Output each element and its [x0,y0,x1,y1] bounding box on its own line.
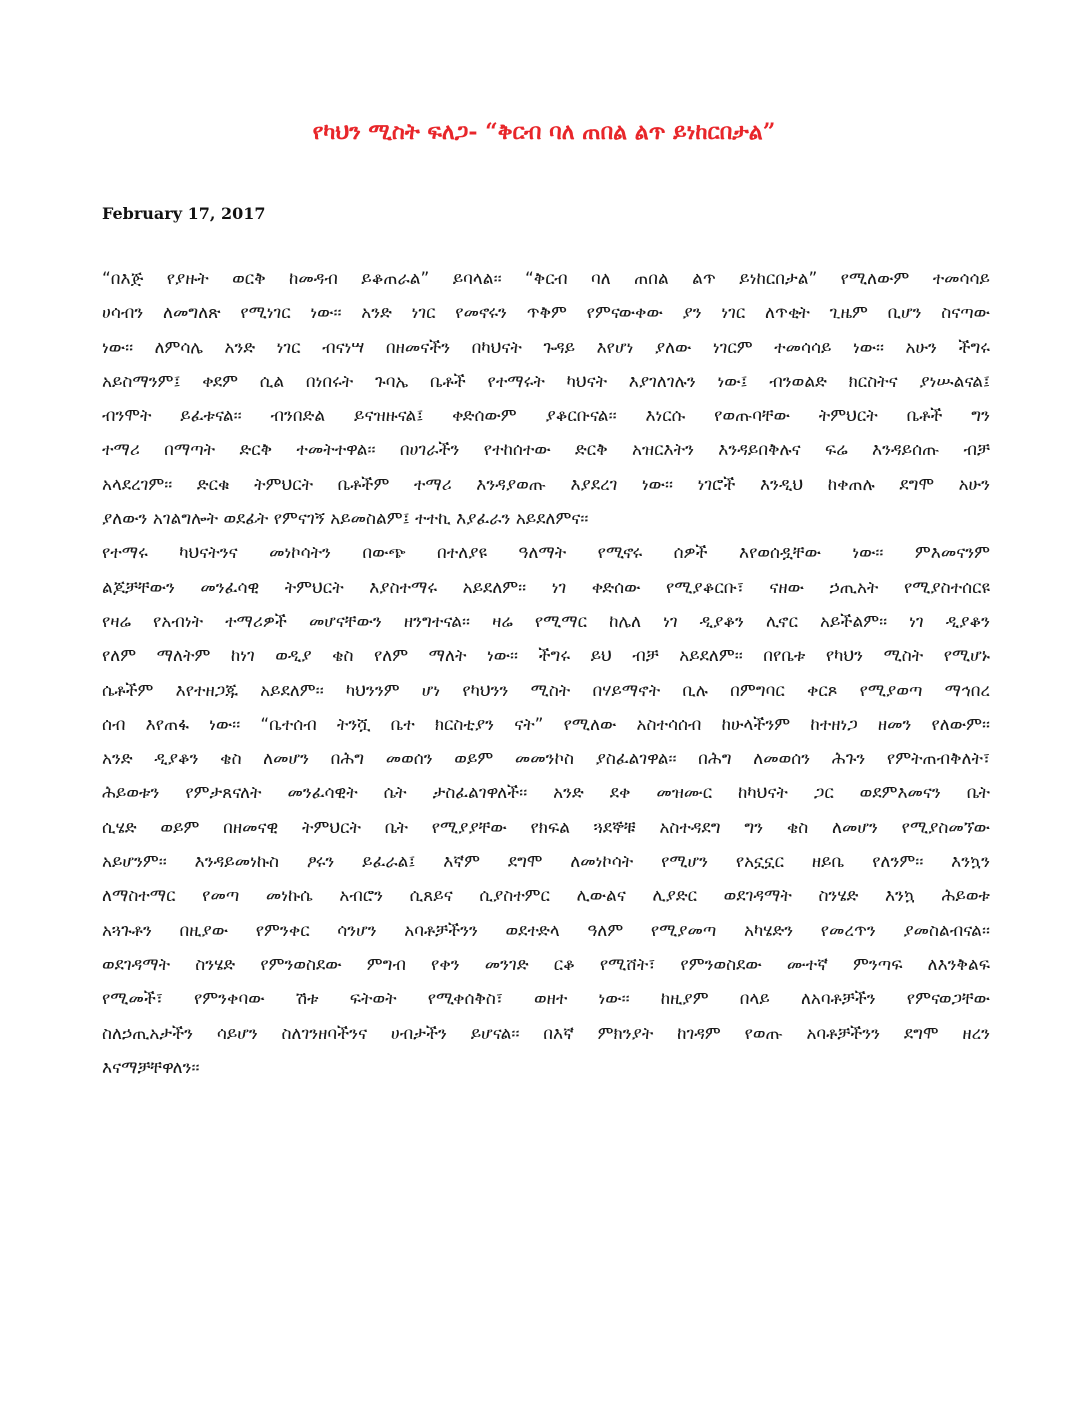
body-line: ብንሞት ይፈቱናል፡፡ ብንበድል ይናዝዙናል፤ ቀድሰውም ያቆርቡናል፡፡ እነርሱ የወጡባቸው ትምህርት ቤቶች ግን [102,406,990,427]
body-line: ያለውን አገልግሎት ወደፊት የምናገኝ አይመስልም፤ ተተኪ እያፈራን አይደለምና፡፡ [102,509,589,530]
body-line: የተማሩ ካህናትንና መነኮሳትን በውጭ በተለያዩ ዓለማት የሚኖሩ ሰዎች እየወሰዷቸው ነው፡፡ ምእመናንም [102,543,990,564]
body-line: አጓጉቶን በዚያው የምንቀር ሳንሆን አባቶቻችንን ወደተድላ ዓለም የሚያመጣ አካሄድን የመረጥን ያመስልብናል፡፡ [102,920,990,941]
body-line: የለም ማለትም ከነገ ወዲያ ቄስ የለም ማለት ነው፡፡ ችግሩ ይህ ብቻ አይደለም፡፡ በየቤቱ የካህን ሚስት የሚሆኑ [102,646,990,667]
body-line: ነው፡፡ ለምሳሌ አንድ ነገር ብናነሣ በዘመናችን በካህናት ጉዳይ እየሆነ ያለው ነገርም ተመሳሳይ ነው፡፡ አሁን ችግሩ [102,337,990,358]
body-line: ወደገዳማት ስንሄድ የምንወስደው ምግብ የቀን መንገድ ርቆ የሚሸት፣ የምንወስደው ሙተኛ ምንጣፍ ለእንቅልፍ [102,954,990,975]
body-line: ሕይወቱን የምታጸናለት መንፈሳዊት ሴት ታስፈልገዋለች፡፡ አንድ ደቀ መዝሙር ከካህናት ጋር ወደምእመናን ቤት [102,783,990,804]
body-line: አይስማንም፤ ቀደም ሲል በነበሩት ጉባኤ ቤቶች የተማሩት ካህናት እያገለገሉን ነው፤ ብንወልድ ክርስትና ያነሡልናል፤ [102,371,990,392]
body-line: ሰብ እየጠፋ ነው፡፡ “ቤተሰብ ትንሿ ቤተ ክርስቲያን ናት” የሚለው አስተሳሰብ ከሁላችንም ከተዘነጋ ዘመን የለውም፡፡ [102,714,990,735]
body-line: አላደረገም፡፡ ድርቁ ትምህርት ቤቶችም ተማሪ እንዳያወጡ እያደረገ ነው፡፡ ነገሮች እንዲህ ከቀጠሉ ደግሞ አሁን [102,474,990,495]
body-line: ሲሄድ ወይም በዘመናዊ ትምህርት ቤት የሚያያቸው የክፍል ጓደኞቹ አስተዳደግ ግን ቄስ ለመሆን የሚያስመኘው [102,817,990,838]
body-line: ተማሪ በማጣት ድርቅ ተመትተዋል፡፡ በሀገራችን የተከሰተው ድርቅ አዝርእትን እንዳይበቅሉና ፍሬ እንዳይሰጡ ብቻ [102,440,990,461]
body-line: ልጆቻቸውን መንፈሳዊ ትምህርት እያስተማሩ አይደለም፡፡ ነገ ቀድሰው የሚያቆርቡ፣ ናዘው ኃጢአት የሚያስተሰርዩ [102,577,990,598]
body-line: አይሆንም፡፡ እንዳይመነኩስ ፆሩን ይፈራል፤ እኛም ደግሞ ለመነኮሳት የሚሆን የአኗኗር ዘይቤ የለንም፡፡ እንኳን [102,852,990,873]
article-body [102,262,990,1085]
body-line: ስለኃጢአታችን ሳይሆን ስለገንዘባችንና ሀብታችን ይሆናል፡፡ በእኛ ምክንያት ከገዳም የወጡ አባቶቻችንን ደግሞ ዘረን [102,1023,990,1044]
body-line: “በእጅ የያዙት ወርቅ ከመዳብ ይቆጠራል” ይባላል፡፡ “ቅርብ ባለ ጠበል ልጥ ይነከርበታል” የሚለውም ተመሳሳይ [102,269,990,289]
body-line: እናማቻቸዋለን፡፡ [102,1057,200,1078]
body-line: ለማስተማር የመጣ መነኩሴ አብሮን ሲጸይና ሲያስተምር ሊውልና ሊያድር ወደገዳማት ስንሄድ እንኳ ሕይወቱ [102,886,990,907]
body-line: ሴቶችም እየተዘጋጁ አይደለም፡፡ ካህንንም ሆነ የካህንን ሚስት በሃይማኖት ቢሉ በምግባር ቀርጾ የሚያወጣ ማኅበረ [102,680,990,701]
body-line: አንድ ዲያቆን ቄስ ለመሆን በሕግ መወሰን ወይም መመንኮስ ያስፈልገዋል፡፡ በሕግ ለመወሰን ሕጉን የምትጠብቅለት፣ [102,749,990,770]
body-line: የሚመች፣ የምንቀባው ሽቱ ፍትወት የሚቀሰቅስ፣ ወዘተ ነው፡፡ ከዚያም በላይ ለአባቶቻችን የምናወጋቸው [102,989,990,1010]
body-line: ሀሳብን ለመግለጽ የሚነገር ነው፡፡ አንድ ነገር የመኖሩን ጥቅም የምናውቀው ያን ነገር ለጥቂት ጊዜም ቢሆን ስናጣው [102,303,990,324]
body-line: የዛሬ የአብነት ተማሪዎች መሆናቸውን ዘንግተናል፡፡ ዛሬ የሚማር ከሌለ ነገ ዲያቆን ሊኖር አይችልም፡፡ ነገ ዲያቆን [102,611,990,632]
article-title: የካህን ሚስት ፍለጋ- “ቅርብ ባለ ጠበል ልጥ ይነከርበታል” [312,119,776,145]
article-date: February 17, 2017 [102,204,266,223]
